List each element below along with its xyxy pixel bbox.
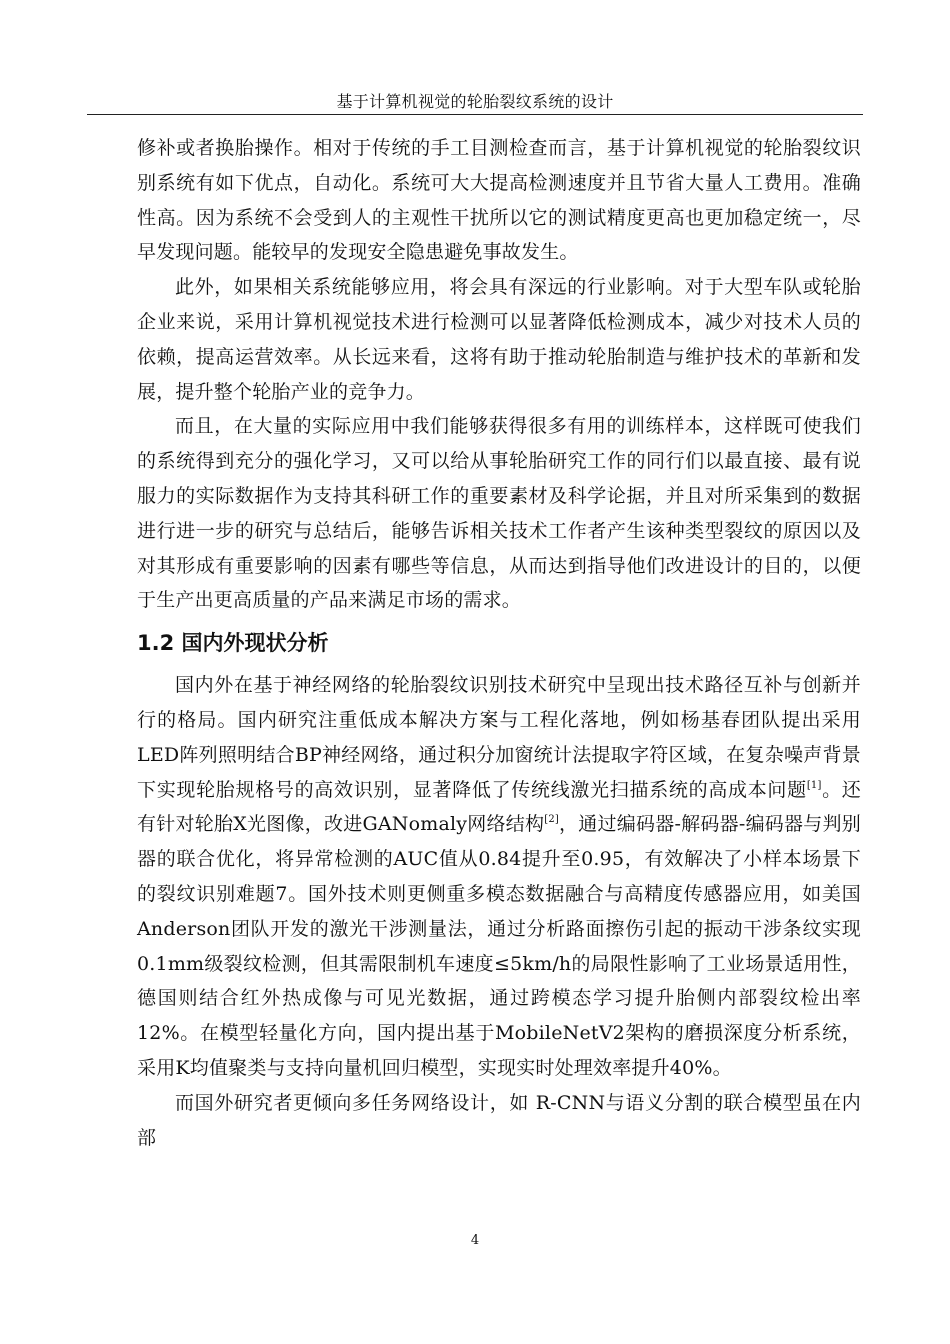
paragraph-4-text-a: 国内外在基于神经网络的轮胎裂纹识别技术研究中呈现出技术路径互补与创新并行的格局。国内研究注重低成本解决方案与工程化落地，例如杨基春团队提出采用LED阵列照明结合BP神经网络，通过积分加窗统计法提取字符区域，在复杂噪声背景下实现轮胎规格号的高效识别，显著降低了传统线激光扫描系统的高成本问题 (137, 674, 861, 801)
paragraph-1: 修补或者换胎操作。相对于传统的手工目测检查而言，基于计算机视觉的轮胎裂纹识别系统有如下优点，自动化。系统可大大提高检测速度并且节省大量人工费用。准确性高。因为系统不会受到人的主观性干扰所以它的测试精度更高也更加稳定统一，尽早发现问题。能较早的发现安全隐患避免事故发生。 (137, 137, 861, 264)
page-number: 4 (470, 1233, 480, 1248)
paragraph-4-text-b: 。还有针对轮胎X光图像，改进GANomaly网络结构 (137, 778, 861, 836)
paragraph-5: 而国外研究者更倾向多任务网络设计，如 R-CNN与语义分割的联合模型虽在内部 (137, 1091, 861, 1149)
header-divider (87, 114, 863, 115)
paragraph-4-text-c: ，通过编码器-解码器-编码器与判别器的联合优化，将异常检测的AUC值从0.84提升至0.95，有效解决了小样本场景下的裂纹识别难题7。国外技术则更侧重多模态数据融合与高精度传感器应用，如美国Anderson团队开发的激光干涉测量法，通过分析路面擦伤引起的振动干涉条纹实现0.1mm级裂纹检测，但其需限制机车速度≤5km/h的局限性影响了工业场景适用性，德国则结合红外热成像与可见光数据，通过跨模态学习提升胎侧内部裂纹检出率12%。在模型轻量化方向，国内提出基于MobileNetV2架构的磨损深度分析系统，采用K均值聚类与支持向量机回归模型，实现实时处理效率提升40%。 (137, 813, 861, 1079)
section-heading: 1.2 国内外现状分析 (137, 631, 329, 656)
citation-1[interactable]: [1] (806, 779, 822, 791)
page-header-title: 基于计算机视觉的轮胎裂纹系统的设计 (336, 92, 614, 111)
paragraph-4 (137, 668, 861, 1086)
document-body (137, 131, 861, 1155)
citation-2[interactable]: [2] (544, 814, 559, 826)
paragraph-2: 此外，如果相关系统能够应用，将会具有深远的行业影响。对于大型车队或轮胎企业来说，采用计算机视觉技术进行检测可以显著降低检测成本，减少对技术人员的依赖，提高运营效率。从长远来看，这将有助于推动轮胎制造与维护技术的革新和发展，提升整个轮胎产业的竞争力。 (137, 276, 861, 403)
paragraph-3: 而且，在大量的实际应用中我们能够获得很多有用的训练样本，这样既可使我们的系统得到充分的强化学习，又可以给从事轮胎研究工作的同行们以最直接、最有说服力的实际数据作为支持其科研工作的重要素材及科学论据，并且对所采集到的数据进行进一步的研究与总结后，能够告诉相关技术工作者产生该种类型裂纹的原因以及对其形成有重要影响的因素有哪些等信息，从而达到指导他们改进设计的目的，以便于生产出更高质量的产品来满足市场的需求。 (137, 415, 861, 612)
